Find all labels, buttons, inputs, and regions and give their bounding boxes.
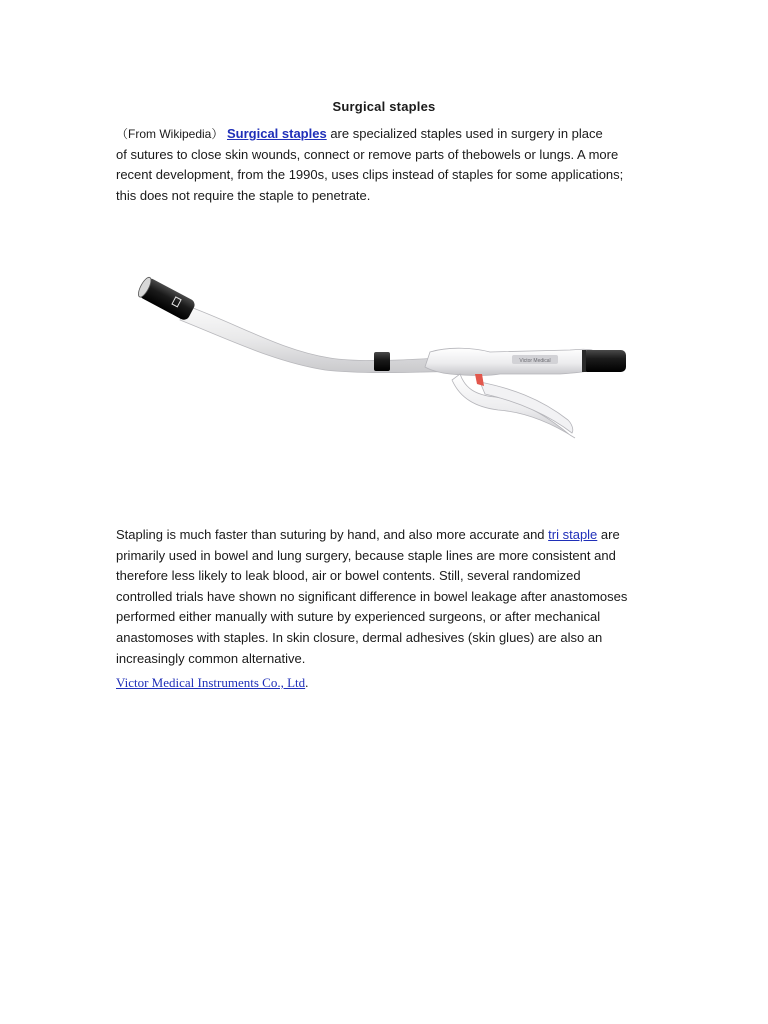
stapler-grip [452,374,575,438]
body-line-1-end: are [597,527,620,542]
rear-knob [582,350,626,372]
body-line-3: therefore less likely to leak blood, air or bowel contents. Still, several randomized [116,568,581,584]
body-paragraph [116,525,656,669]
stapler-handle-body [425,348,592,375]
body-line-6: anastomoses with staples. In skin closure, dermal adhesives (skin glues) are also an [116,629,603,645]
body-line-1-start: Stapling is much faster than suturing by hand, and also more accurate and [116,527,549,542]
intro-line-3: recent development, from the 1990s, uses clips instead of staples for some applications; [116,167,624,183]
surgical-staples-link[interactable]: Surgical staples [226,126,327,141]
intro-line-4: this does not require the staple to penetrate. [116,187,371,203]
anvil-head [136,276,197,322]
body-line-5: performed either manually with suture by experienced surgeons, or after mechanical [116,609,601,625]
source-note: （From Wikipedia） [116,127,224,141]
handle-label: Victor Medical [519,358,551,364]
body-line-2: primarily used in bowel and lung surgery, because staple lines are more consistent and [116,547,616,563]
intro-line-2: of sutures to close skin wounds, connect or remove parts of thebowels or lungs. A more [116,146,619,162]
body-line-7: increasingly common alternative. [116,650,306,666]
intro-paragraph [116,124,656,206]
intro-line-1-rest: are specialized staples used in surgery in place [326,126,603,141]
body-line-4: controlled trials have shown no significant difference in bowel leakage after anastomoses [116,588,628,604]
company-credit-suffix: . [305,675,309,690]
tri-staple-link[interactable]: tri staple [548,527,598,542]
surgical-stapler-image [130,270,640,455]
page-title: Surgical staples [332,99,436,114]
body-line-1 [116,525,656,546]
intro-line-1 [116,124,656,145]
shaft-ring [374,352,390,371]
company-credit [116,675,308,691]
company-link[interactable]: Victor Medical Instruments Co., Ltd [116,675,306,690]
